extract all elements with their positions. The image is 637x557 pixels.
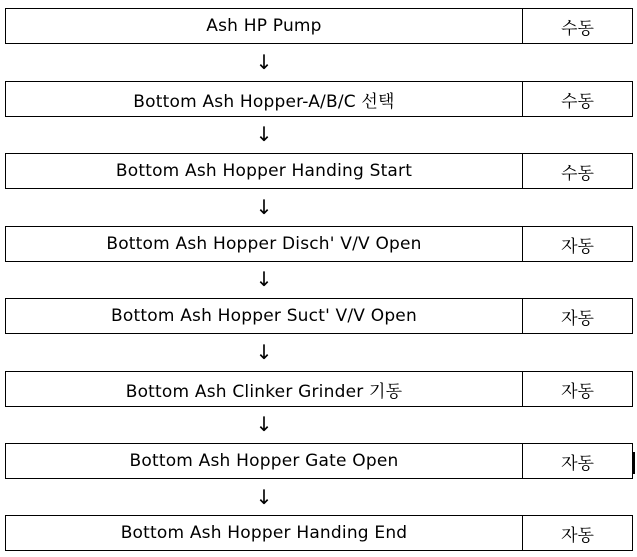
down-arrow-icon: ↓ [255,412,273,436]
step-label: Bottom Ash Hopper Handing Start [6,154,523,188]
step-mode: 수동 [561,91,594,112]
step-mode: 자동 [561,381,594,402]
step-label: Bottom Ash Hopper Suct' V/V Open [6,299,523,333]
flow-step [5,443,633,479]
flow-step [5,371,633,407]
step-mode: 자동 [561,525,594,546]
down-arrow-icon: ↓ [255,485,273,509]
flow-step [5,298,633,334]
step-mode: 수동 [561,163,594,184]
step-label: Bottom Ash Hopper Handing End [6,516,523,550]
flow-step [5,153,633,189]
flow-step [5,226,633,262]
down-arrow-icon: ↓ [255,340,273,364]
down-arrow-icon: ↓ [255,50,273,74]
down-arrow-icon: ↓ [255,267,273,291]
step-mode: 자동 [561,236,594,257]
step-label: Ash HP Pump [6,9,523,43]
flow-step [5,81,633,117]
edge-marker [633,452,635,474]
flow-step [5,515,633,551]
flow-step [5,8,633,44]
step-label: Bottom Ash Hopper Disch' V/V Open [6,227,523,261]
down-arrow-icon: ↓ [255,195,273,219]
step-mode: 수동 [561,18,594,39]
step-label: Bottom Ash Clinker Grinder 기동 [6,372,523,406]
step-mode: 자동 [561,453,594,474]
step-label: Bottom Ash Hopper-A/B/C 선택 [6,82,523,116]
step-mode: 자동 [561,308,594,329]
step-label: Bottom Ash Hopper Gate Open [6,444,523,478]
down-arrow-icon: ↓ [255,122,273,146]
